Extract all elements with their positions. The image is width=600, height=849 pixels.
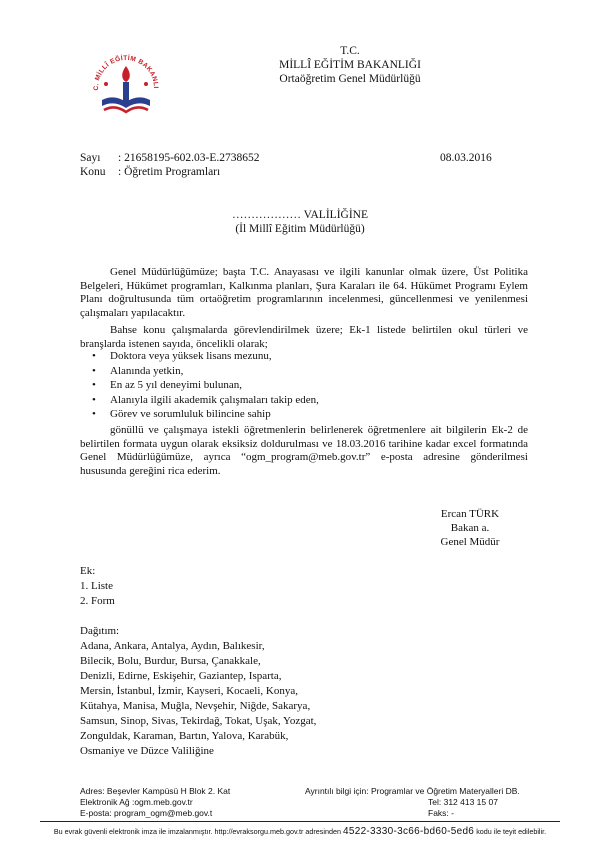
- document-date: 08.03.2016: [440, 152, 492, 164]
- distribution-line: Bilecik, Bolu, Burdur, Bursa, Çanakkale,: [80, 655, 261, 667]
- distribution-line: Mersin, İstanbul, İzmir, Kayseri, Kocaeli, Konya,: [80, 685, 298, 697]
- footer-tel: Tel: 312 413 15 07: [428, 797, 498, 807]
- verification-suffix: kodu ile teyit edilebilir.: [476, 827, 547, 836]
- distribution-line: Samsun, Sinop, Sivas, Tekirdağ, Tokat, Uşak, Yozgat,: [80, 715, 317, 727]
- addressee-line1: ……………… VALİLİĞİNE: [232, 209, 368, 221]
- distribution-line: Denizli, Edirne, Eskişehir, Gaziantep, Isparta,: [80, 670, 282, 682]
- list-item: • Görev ve sorumluluk bilincine sahip: [92, 408, 271, 421]
- sayi-value: : 21658195-602.03-E.2738652: [118, 152, 260, 164]
- list-item: • Alanında yetkin,: [92, 364, 184, 377]
- verification-prefix: Bu evrak güvenli elektronik imza ile imzalanmıştır. http://evraksorgu.meb.gov.tr adresinden: [53, 827, 341, 836]
- verification-code: 4522-3330-3c66-bd60-5ed6: [342, 826, 475, 837]
- konu-label: Konu: [80, 166, 106, 178]
- signer-title-1: Bakan a.: [450, 522, 490, 534]
- signer-title-2: Genel Müdür: [440, 536, 500, 548]
- body-paragraph-1: Genel Müdürlüğümüze; başta T.C. Anayasası ve ilgili kanunlar olmak üzere, Üst Politika Belgeleri, Hükümet programları, Kalkınma planları, Şura Karaları ile 64. Hükümet Programı Eylem Planı doğrultusunda tüm ortaöğretim programlarının incelenmesi, güncellenmesi ve yenilenmesi çalışmaları yapılacaktır.: [80, 266, 528, 319]
- addressee-line2: (İl Millî Eğitim Müdürlüğü): [235, 223, 365, 235]
- header-directorate: Ortaöğretim Genel Müdürlüğü: [279, 73, 421, 85]
- list-item: • Doktora veya yüksek lisans mezunu,: [92, 350, 272, 362]
- list-item: • Alanıyla ilgili akademik çalışmaları takip eden,: [92, 393, 319, 406]
- body-paragraph-3: gönüllü ve çalışmaya istekli öğretmenlerin belirlenerek öğretmenlere ait bilgilerin Ek-2 de belirtilen formata uygun olarak eksiksiz doldurulması ve 18.03.2016 tarihine kadar excel formatında Genel Müdürlüğümüze, ayrıca “ogm_program@meb.gov.tr” e-posta adresine gönderilmesi hususunda gereğini rica ederim.: [80, 424, 528, 477]
- footer-divider: [40, 821, 560, 822]
- distribution-label: Dağıtım:: [80, 625, 120, 637]
- verification-line: [40, 826, 560, 837]
- distribution-line: Adana, Ankara, Antalya, Aydın, Balıkesir,: [80, 640, 265, 652]
- attachments-label: Ek:: [80, 565, 96, 577]
- ministry-logo: [86, 44, 166, 124]
- attachment-item: 1. Liste: [80, 580, 113, 592]
- footer-address: Adres: Beşevler Kampüsü H Blok 2. Kat: [80, 786, 231, 796]
- konu-value: : Öğretim Programları: [118, 166, 221, 178]
- attachment-item: 2. Form: [80, 595, 115, 607]
- distribution-line: Kütahya, Manisa, Muğla, Nevşehir, Niğde, Sakarya,: [80, 700, 311, 712]
- footer-web: Elektronik Ağ :ogm.meb.gov.tr: [80, 797, 193, 807]
- footer-email: E-posta: program_ogm@meb.gov.t: [80, 808, 213, 818]
- svg-text:T.C. MİLLÎ EĞİTİM BAKANLIĞI: C. MİLLÎ EĞİTİM BAKANLI: [92, 54, 160, 91]
- signer-name: Ercan TÜRK: [440, 508, 500, 520]
- list-item: • En az 5 yıl deneyimi bulunan,: [92, 379, 242, 392]
- distribution-line: Osmaniye ve Düzce Valiliğine: [80, 745, 214, 757]
- attachments-section: [80, 564, 115, 609]
- footer-fax: Faks: -: [428, 808, 454, 818]
- distribution-section: [80, 624, 316, 759]
- distribution-line: Zonguldak, Karaman, Bartın, Yalova, Karabük,: [80, 730, 289, 742]
- sayi-label: Sayı: [80, 152, 101, 164]
- footer-info: Ayrıntılı bilgi için: Programlar ve Öğretim Materyalleri DB.: [305, 786, 520, 796]
- body-paragraph-2: Bahse konu çalışmalarda görevlendirilmek üzere; Ek-1 listede belirtilen okul türleri ve branşlarda istenen sayıda, öncelikli olarak;: [80, 324, 528, 350]
- header-country: T.C.: [340, 45, 360, 57]
- header-ministry: MİLLÎ EĞİTİM BAKANLIĞI: [279, 59, 421, 71]
- requirement-list: [92, 350, 319, 422]
